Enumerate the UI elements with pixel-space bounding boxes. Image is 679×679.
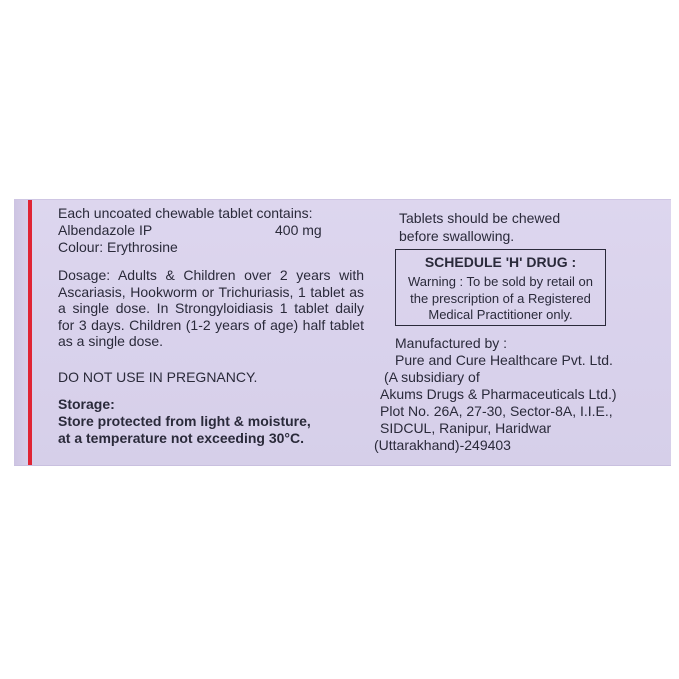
chew-note-line-2: before swallowing. xyxy=(399,228,515,244)
schedule-h-box xyxy=(395,249,606,326)
ingredient-amount: 400 mg xyxy=(275,222,322,238)
schedule-title: SCHEDULE 'H' DRUG : xyxy=(424,254,577,270)
schedule-line-1: Warning : To be sold by retail on xyxy=(408,274,593,289)
medicine-carton-panel xyxy=(14,199,671,466)
storage-heading: Storage: xyxy=(58,396,115,412)
storage-line-1: Store protected from light & moisture, xyxy=(58,413,311,429)
manufacturer-heading: Manufactured by : xyxy=(395,335,508,351)
schedule-line-2: the prescription of a Registered xyxy=(410,290,591,306)
manufacturer-address-3: (Uttarakhand)-249403 xyxy=(374,437,511,453)
chew-note-line-1: Tablets should be chewed xyxy=(399,210,561,226)
manufacturer-address-2: SIDCUL, Ranipur, Haridwar xyxy=(380,420,552,436)
schedule-line-3: Medical Practitioner only. xyxy=(428,307,573,322)
dosage-text: Dosage: Adults & Children over 2 years with Ascariasis, Hookworm or Trichuriasis, 1 tablet as a single dose. In Strongyloidiasis 1 tablet daily for 3 days. Children (1-2 years of age) half tablet as a single dose. xyxy=(58,267,364,349)
ingredient-name: Albendazole IP xyxy=(58,222,153,238)
manufacturer-name: Pure and Cure Healthcare Pvt. Ltd. xyxy=(395,352,613,368)
red-stripe xyxy=(28,200,32,465)
manufacturer-subsidiary-1: (A subsidiary of xyxy=(384,369,480,385)
pregnancy-warning: DO NOT USE IN PREGNANCY. xyxy=(58,369,258,385)
manufacturer-address-1: Plot No. 26A, 27-30, Sector-8A, I.I.E., xyxy=(380,403,613,419)
manufacturer-subsidiary-2: Akums Drugs & Pharmaceuticals Ltd.) xyxy=(380,386,617,402)
composition-heading: Each uncoated chewable tablet contains: xyxy=(58,205,313,221)
colour-text: Colour: Erythrosine xyxy=(58,239,178,255)
schedule-warning xyxy=(396,274,605,324)
storage-line-2: at a temperature not exceeding 30°C. xyxy=(58,430,305,446)
